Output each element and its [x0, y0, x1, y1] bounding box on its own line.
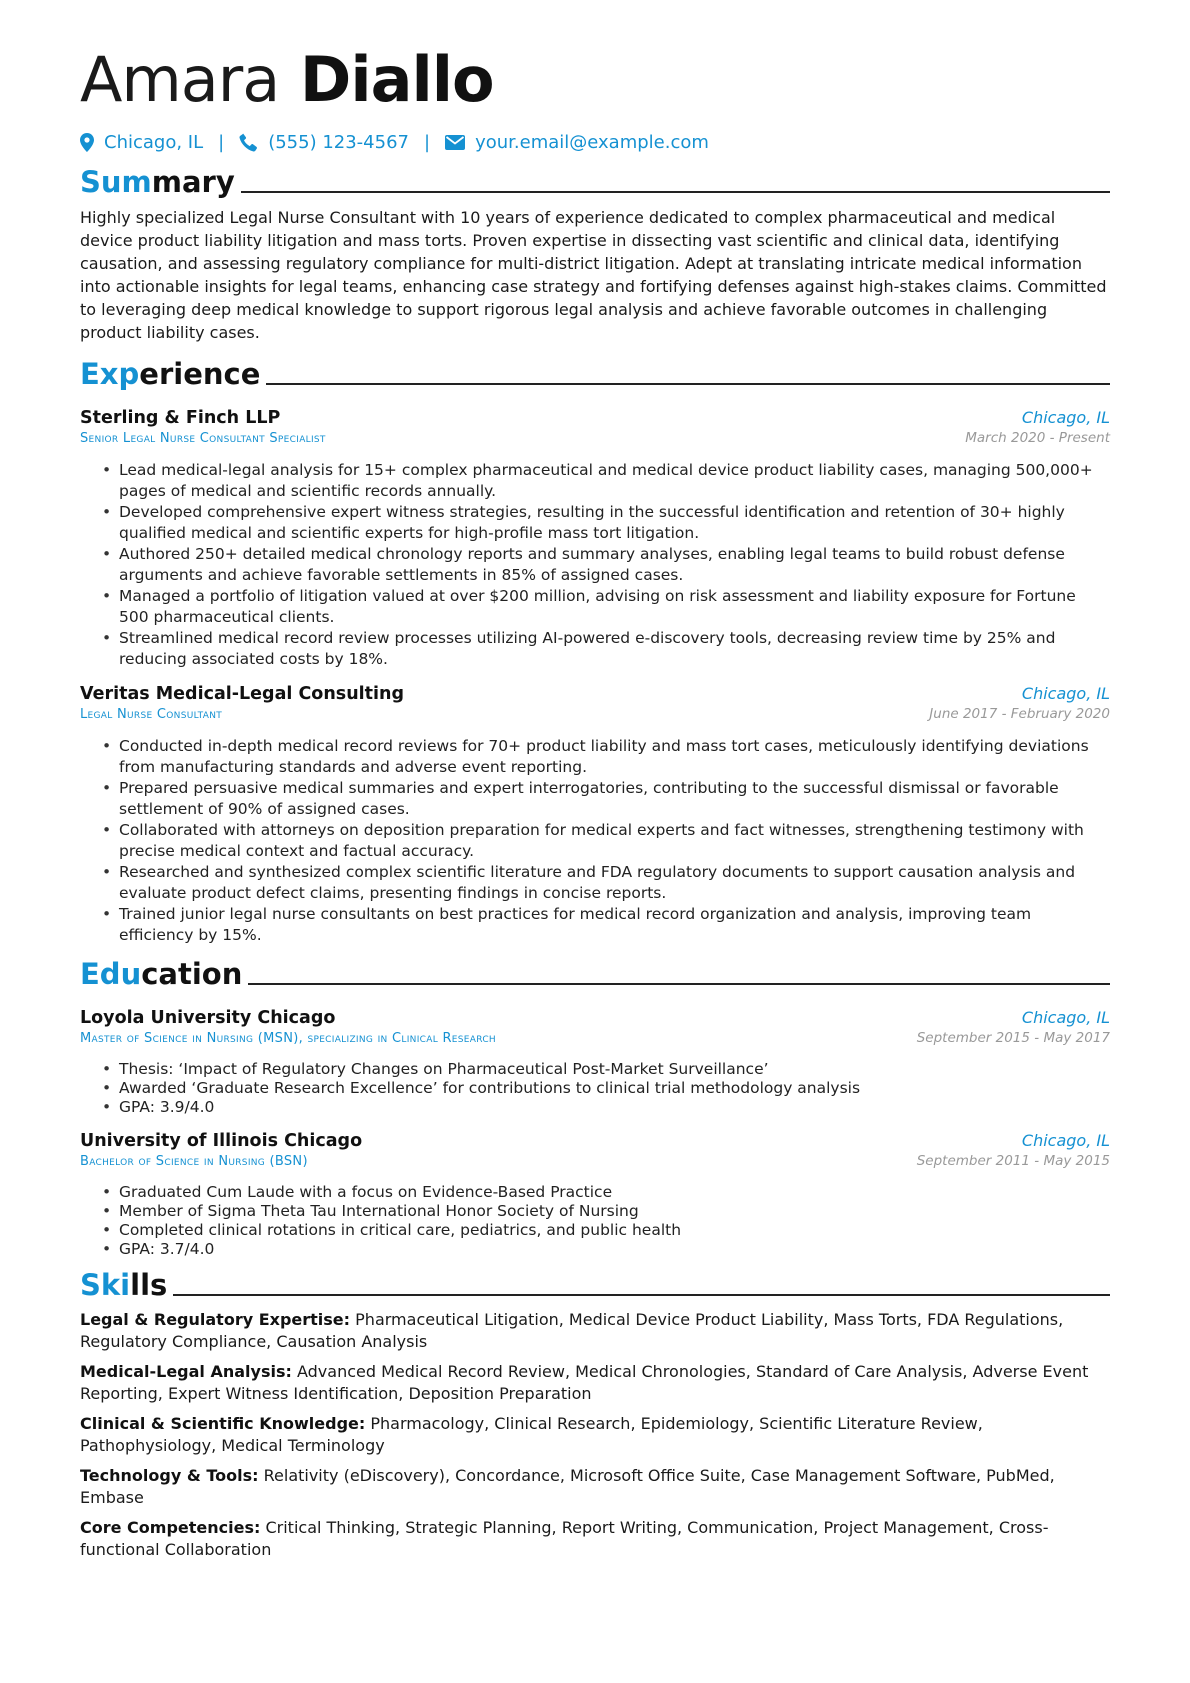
- education-detail-item: • GPA: 3.9/4.0: [102, 1098, 1110, 1117]
- skill-group-values: Advanced Medical Record Review, Medical Chronologies, Standard of Care Analysis, Adverse Event Reporting, Expert Witness Identification, Deposition Preparation: [80, 1362, 1089, 1403]
- contact-email[interactable]: [445, 132, 709, 153]
- achievement-item: • Collaborated with attorneys on deposition preparation for medical experts and fact witnesses, strengthening testimony with precise medical context and factual accuracy.: [102, 820, 1110, 862]
- school-location: Chicago, IL: [1021, 1008, 1110, 1027]
- experience-entry: [80, 408, 1110, 670]
- education-detail-item: • Member of Sigma Theta Tau International Honor Society of Nursing: [102, 1202, 1110, 1221]
- section-divider: [248, 983, 1110, 985]
- envelope-icon: [445, 135, 465, 150]
- achievement-item: • Conducted in-depth medical record reviews for 70+ product liability and mass tort cases, meticulously identifying deviations from manufacturing standards and adverse event reporting.: [102, 736, 1110, 778]
- section-title: [80, 956, 242, 992]
- summary-section-header: [80, 162, 1110, 200]
- employer-name: Veritas Medical-Legal Consulting: [80, 684, 405, 704]
- section-divider: [266, 383, 1110, 385]
- achievement-item: • Researched and synthesized complex scientific literature and FDA regulatory documents to support causation analysis and evaluate product defect claims, presenting findings in concise reports.: [102, 862, 1110, 904]
- section-title-rest: mary: [151, 165, 235, 199]
- section-title-rest: lls: [130, 1268, 168, 1302]
- education-section-header: [80, 954, 1110, 992]
- skills-list: [80, 1309, 1110, 1561]
- achievement-item: • Streamlined medical record review processes utilizing AI-powered e-discovery tools, decreasing review time by 25% and reducing associated costs by 18%.: [102, 628, 1110, 670]
- contact-location: [80, 132, 203, 153]
- employment-dates: June 2017 - February 2020: [929, 706, 1110, 722]
- degree-title: Bachelor of Science in Nursing (BSN): [80, 1154, 308, 1169]
- contact-bar: [80, 128, 1110, 156]
- section-title-accent: Edu: [80, 957, 142, 991]
- experience-entry: [80, 684, 1110, 946]
- education-detail-item: • GPA: 3.7/4.0: [102, 1240, 1110, 1259]
- degree-title: Master of Science in Nursing (MSN), specializing in Clinical Research: [80, 1031, 496, 1046]
- education-detail-item: • Completed clinical rotations in critical care, pediatrics, and public health: [102, 1221, 1110, 1240]
- achievement-item: • Managed a portfolio of litigation valued at over $200 million, advising on risk assessment and liability exposure for Fortune 500 pharmaceutical clients.: [102, 586, 1110, 628]
- section-divider: [173, 1294, 1110, 1296]
- employment-dates: March 2020 - Present: [965, 430, 1110, 446]
- section-title-rest: cation: [141, 957, 243, 991]
- employer-location: Chicago, IL: [1021, 408, 1110, 427]
- section-title: [80, 164, 235, 200]
- achievement-item: • Prepared persuasive medical summaries and expert interrogatories, contributing to the successful dismissal or favorable settlement of 90% of assigned cases.: [102, 778, 1110, 820]
- section-title-accent: Sum: [80, 165, 152, 199]
- skill-group-values: Relativity (eDiscovery), Concordance, Microsoft Office Suite, Case Management Software, PubMed, Embase: [80, 1466, 1055, 1507]
- contact-separator: |: [218, 131, 225, 153]
- phone-icon: [239, 133, 258, 152]
- skill-group: [80, 1309, 1110, 1353]
- section-title-accent: Exp: [80, 357, 140, 391]
- education-detail-item: • Thesis: ‘Impact of Regulatory Changes on Pharmaceutical Post-Market Surveillance’: [102, 1060, 1110, 1079]
- skill-group-label: Clinical & Scientific Knowledge:: [80, 1414, 366, 1433]
- school-name: Loyola University Chicago: [80, 1008, 336, 1028]
- section-title-rest: erience: [139, 357, 261, 391]
- skill-group-values: Critical Thinking, Strategic Planning, Report Writing, Communication, Project Management, Cross-functional Collaboration: [80, 1518, 1049, 1559]
- education-detail-list: [80, 1183, 1110, 1259]
- skill-group-label: Legal & Regulatory Expertise:: [80, 1310, 351, 1329]
- achievement-item: • Developed comprehensive expert witness strategies, resulting in the successful identification and retention of 30+ highly qualified medical and scientific experts for high-profile mass tort litigation.: [102, 502, 1110, 544]
- education-dates: September 2015 - May 2017: [916, 1030, 1110, 1046]
- employer-location: Chicago, IL: [1021, 684, 1110, 703]
- education-detail-item: • Graduated Cum Laude with a focus on Evidence-Based Practice: [102, 1183, 1110, 1202]
- phone-text[interactable]: (555) 123-4567: [268, 131, 409, 153]
- job-title: Legal Nurse Consultant: [80, 707, 223, 722]
- last-name: Diallo: [299, 43, 494, 116]
- skill-group-label: Medical-Legal Analysis:: [80, 1362, 292, 1381]
- achievement-item: • Lead medical-legal analysis for 15+ complex pharmaceutical and medical device product liability cases, managing 500,000+ pages of medical and scientific records annually.: [102, 460, 1110, 502]
- skill-group-values: Pharmacology, Clinical Research, Epidemiology, Scientific Literature Review, Pathophysiology, Medical Terminology: [80, 1414, 983, 1455]
- section-title: [80, 356, 260, 392]
- skill-group: [80, 1361, 1110, 1405]
- school-name: University of Illinois Chicago: [80, 1131, 363, 1151]
- job-title: Senior Legal Nurse Consultant Specialist: [80, 431, 326, 446]
- location-text: Chicago, IL: [104, 131, 204, 153]
- skill-group: [80, 1465, 1110, 1509]
- map-pin-icon: [80, 133, 94, 152]
- skill-group-label: Technology & Tools:: [80, 1466, 259, 1485]
- school-location: Chicago, IL: [1021, 1131, 1110, 1150]
- skill-group-label: Core Competencies:: [80, 1518, 261, 1537]
- skill-group: [80, 1413, 1110, 1457]
- first-name: Amara: [80, 43, 280, 116]
- skill-group: [80, 1517, 1110, 1561]
- section-divider: [241, 191, 1110, 193]
- achievement-item: • Trained junior legal nurse consultants on best practices for medical record organization and analysis, improving team efficiency by 15%.: [102, 904, 1110, 946]
- education-dates: September 2011 - May 2015: [916, 1153, 1110, 1169]
- education-detail-item: • Awarded ‘Graduate Research Excellence’ for contributions to clinical trial methodology analysis: [102, 1079, 1110, 1098]
- skills-section-header: [80, 1265, 1110, 1303]
- achievement-list: [80, 736, 1110, 946]
- candidate-name: [80, 42, 1110, 118]
- section-title: [80, 1267, 167, 1303]
- employer-name: Sterling & Finch LLP: [80, 408, 281, 428]
- contact-separator: |: [424, 131, 431, 153]
- achievement-item: • Authored 250+ detailed medical chronology reports and summary analyses, enabling legal teams to build robust defense arguments and achieve favorable settlements in 85% of assigned cases.: [102, 544, 1110, 586]
- experience-section-header: [80, 354, 1110, 392]
- email-link[interactable]: your.email@example.com: [475, 131, 709, 153]
- education-entry: [80, 1131, 1110, 1259]
- contact-phone[interactable]: [239, 132, 409, 153]
- skill-group-values: Pharmaceutical Litigation, Medical Device Product Liability, Mass Torts, FDA Regulations, Regulatory Compliance, Causation Analysis: [80, 1310, 1064, 1351]
- education-entry: [80, 1008, 1110, 1117]
- achievement-list: [80, 460, 1110, 670]
- section-title-accent: Ski: [80, 1268, 131, 1302]
- education-detail-list: [80, 1060, 1110, 1117]
- summary-text: Highly specialized Legal Nurse Consultant with 10 years of experience dedicated to complex pharmaceutical and medical device product liability litigation and mass torts. Proven expertise in dissecting vast scientific and clinical data, identifying causation, and assessing regulatory compliance for multi-district litigation. Adept at translating intricate medical information into actionable insights for legal teams, enhancing case strategy and fortifying defenses against high-stakes claims. Committed to leveraging deep medical knowledge to support rigorous legal analysis and achieve favorable outcomes in challenging product liability cases.: [80, 208, 1107, 342]
